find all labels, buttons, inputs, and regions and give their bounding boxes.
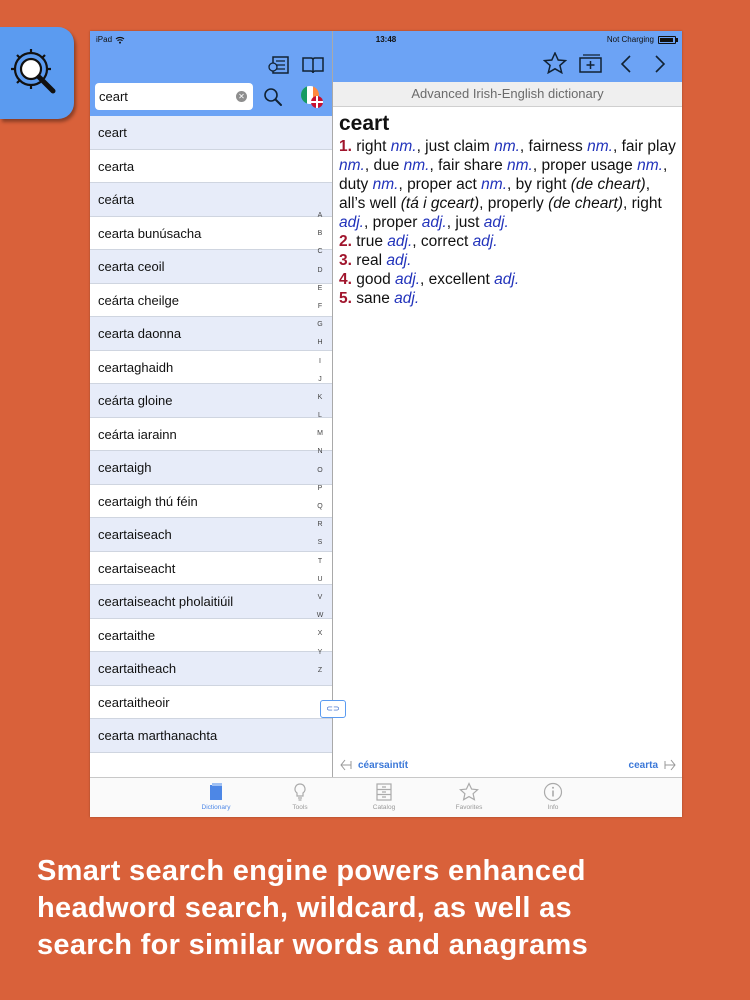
word-list-item[interactable]: ceartaithe xyxy=(90,619,332,653)
index-letter[interactable]: T xyxy=(317,557,323,565)
headword: ceart xyxy=(339,112,390,135)
index-letter[interactable]: P xyxy=(317,484,323,492)
sense xyxy=(339,270,677,289)
index-letter[interactable]: J xyxy=(318,375,322,383)
translation-text: right xyxy=(356,138,391,155)
word-list-item[interactable]: ceartaitheach xyxy=(90,652,332,686)
example-phrase: (de cheart) xyxy=(548,195,624,212)
index-letter[interactable]: G xyxy=(317,321,323,329)
translation-text: , by right xyxy=(507,176,571,193)
translation-text: , proper act xyxy=(398,176,482,193)
pane-splitter-handle[interactable]: ⊂⊃ xyxy=(320,700,346,718)
sense-number: 1. xyxy=(339,138,352,155)
sense xyxy=(339,289,677,308)
example-phrase: (de cheart) xyxy=(570,176,646,193)
entry-senses xyxy=(339,137,677,308)
grammar-tag[interactable]: nm. xyxy=(507,157,533,174)
translation-text: , just xyxy=(446,214,484,231)
previous-word-label: céarsaintít xyxy=(358,759,409,771)
arrow-right-icon xyxy=(664,759,676,771)
tab-label: Catalog xyxy=(372,804,396,811)
index-letter[interactable]: C xyxy=(317,248,323,256)
dictionary-entry xyxy=(339,111,677,308)
index-letter[interactable]: D xyxy=(317,266,323,274)
status-time: 13:48 xyxy=(375,35,397,44)
index-letter[interactable]: Z xyxy=(317,666,323,674)
caption-line: search for similar words and anagrams xyxy=(37,929,589,961)
translation-text: , all’s well xyxy=(339,176,651,212)
tab-label: Info xyxy=(547,804,559,811)
sense xyxy=(339,137,677,232)
status-bar xyxy=(90,31,682,47)
tab-bar xyxy=(90,777,682,817)
gear-search-icon xyxy=(8,46,62,100)
translation-text: real xyxy=(356,252,387,269)
example-phrase: (tá i gceart) xyxy=(400,195,480,212)
device-name: iPad xyxy=(96,35,113,44)
word-list xyxy=(90,116,332,753)
previous-word-link[interactable] xyxy=(340,759,408,771)
translation-text: , duty xyxy=(339,157,668,193)
grammar-tag[interactable]: nm. xyxy=(339,157,365,174)
index-letter[interactable]: L xyxy=(318,412,322,420)
translation-text: , fair play xyxy=(612,138,676,155)
grammar-tag[interactable]: adj. xyxy=(387,233,413,250)
index-letter[interactable]: U xyxy=(317,575,323,583)
clear-icon[interactable]: ✕ xyxy=(236,91,247,102)
info-icon xyxy=(543,782,563,802)
battery-icon xyxy=(658,36,676,44)
add-card-button[interactable] xyxy=(579,54,603,79)
lightbulb-icon xyxy=(290,782,310,802)
index-letter[interactable]: O xyxy=(317,466,323,474)
translation-text: , fair share xyxy=(429,157,507,174)
app-logo xyxy=(0,27,74,119)
word-list-item[interactable]: cearta bunúsacha xyxy=(90,217,332,251)
grammar-tag[interactable]: adj. xyxy=(394,290,420,307)
chevron-left-icon xyxy=(620,54,632,74)
charging-status: Not Charging xyxy=(606,35,654,44)
promo-caption xyxy=(37,853,717,964)
index-letter[interactable]: H xyxy=(317,339,323,347)
tab-label: Favorites xyxy=(455,804,483,811)
index-letter[interactable]: X xyxy=(317,630,323,638)
index-letter[interactable]: V xyxy=(317,593,323,601)
grammar-tag[interactable]: nm. xyxy=(637,157,663,174)
grammar-tag[interactable]: nm. xyxy=(494,138,520,155)
index-letter[interactable]: S xyxy=(317,539,323,547)
index-letter[interactable]: Y xyxy=(317,648,323,656)
catalog-icon xyxy=(374,782,394,802)
caption-line: headword search, wildcard, as well as xyxy=(37,892,572,924)
dictionary-title: Advanced Irish-English dictionary xyxy=(333,82,682,107)
word-list-item[interactable]: ceartaiseach xyxy=(90,518,332,552)
tab-catalog[interactable] xyxy=(354,782,414,811)
star-icon xyxy=(459,782,479,802)
sense-number: 3. xyxy=(339,252,352,269)
ipad-screen xyxy=(90,31,682,817)
forward-button[interactable] xyxy=(654,54,666,79)
next-word-label: cearta xyxy=(628,759,658,771)
word-list-item[interactable]: ceárta cheilge xyxy=(90,284,332,318)
tab-info[interactable] xyxy=(523,782,583,811)
star-outline-icon xyxy=(543,52,567,74)
word-list-item[interactable]: cearta xyxy=(90,150,332,184)
grammar-tag[interactable]: nm. xyxy=(390,138,417,155)
word-list-item[interactable]: cearta daonna xyxy=(90,317,332,351)
index-letter[interactable]: Q xyxy=(317,503,323,510)
grammar-tag[interactable]: adj. xyxy=(421,214,447,231)
word-list-item[interactable]: cearta ceoil xyxy=(90,250,332,284)
grammar-tag[interactable]: adj. xyxy=(339,214,364,231)
grammar-tag[interactable]: adj. xyxy=(494,271,520,288)
chevron-right-icon xyxy=(654,54,666,74)
alphabet-index[interactable] xyxy=(312,207,328,680)
grammar-tag[interactable]: adj. xyxy=(395,271,421,288)
word-list-item[interactable]: ceárta xyxy=(90,183,332,217)
tab-favorites[interactable] xyxy=(439,782,499,811)
grammar-tag[interactable]: nm. xyxy=(372,176,399,193)
translation-text: , fairness xyxy=(519,138,588,155)
index-letter[interactable]: W xyxy=(316,612,324,620)
index-letter[interactable]: I xyxy=(319,357,321,365)
sense-number: 4. xyxy=(339,271,352,288)
translation-text: , excellent xyxy=(420,271,495,288)
grammar-tag[interactable]: nm. xyxy=(403,157,430,174)
caption-line: Smart search engine powers enhanced xyxy=(37,855,586,887)
arrow-left-icon xyxy=(340,759,352,771)
tab-label: Tools xyxy=(292,804,308,811)
word-list-item[interactable]: ceárta iarainn xyxy=(90,418,332,452)
translation-text: sane xyxy=(356,290,395,307)
word-list-item[interactable]: ceartaitheoir xyxy=(90,686,332,720)
word-list-item[interactable]: cearta marthanachta xyxy=(90,719,332,753)
add-favorite-button[interactable] xyxy=(543,52,567,79)
grammar-tag[interactable]: adj. xyxy=(472,233,498,250)
index-letter[interactable]: E xyxy=(317,284,323,292)
word-list-item[interactable]: ceartaiseacht xyxy=(90,552,332,586)
sense-number: 5. xyxy=(339,290,352,307)
dictionary-icon xyxy=(206,782,226,802)
index-letter[interactable]: B xyxy=(317,230,323,238)
translation-text: , proper xyxy=(364,214,422,231)
index-letter[interactable]: K xyxy=(317,393,323,401)
add-card-icon xyxy=(579,54,603,74)
word-list-item[interactable]: ceart xyxy=(90,116,332,150)
back-button[interactable] xyxy=(620,54,632,79)
translation-text: true xyxy=(356,233,388,250)
translation-text: , just claim xyxy=(416,138,495,155)
translation-text: , correct xyxy=(412,233,473,250)
index-letter[interactable]: M xyxy=(317,430,323,438)
translation-text: , proper usage xyxy=(532,157,638,174)
translation-text: good xyxy=(356,271,396,288)
word-list-pane xyxy=(90,31,333,777)
translation-text: , right xyxy=(623,195,662,212)
grammar-tag[interactable]: nm. xyxy=(481,176,508,193)
index-letter[interactable]: F xyxy=(317,302,323,310)
index-letter[interactable]: R xyxy=(317,521,323,529)
index-letter[interactable]: N xyxy=(317,448,323,456)
translation-text: , due xyxy=(364,157,404,174)
next-word-link[interactable] xyxy=(629,759,676,771)
sense-number: 2. xyxy=(339,233,352,250)
sense xyxy=(339,251,677,270)
word-list-item[interactable]: ceartaghaidh xyxy=(90,351,332,385)
tab-label: Dictionary xyxy=(201,804,231,811)
grammar-tag[interactable]: adj. xyxy=(386,252,412,269)
word-list-item[interactable]: ceárta gloine xyxy=(90,384,332,418)
tab-tools[interactable] xyxy=(270,782,330,811)
index-letter[interactable]: A xyxy=(317,212,323,219)
word-list-item[interactable]: ceartaiseacht pholaitiúil xyxy=(90,585,332,619)
sense xyxy=(339,232,677,251)
grammar-tag[interactable]: nm. xyxy=(587,138,613,155)
translation-text: , properly xyxy=(479,195,549,212)
word-list-item[interactable]: ceartaigh thú féin xyxy=(90,485,332,519)
tab-dictionary[interactable] xyxy=(186,782,246,811)
word-list-item[interactable]: ceartaigh xyxy=(90,451,332,485)
grammar-tag[interactable]: adj. xyxy=(483,214,509,231)
